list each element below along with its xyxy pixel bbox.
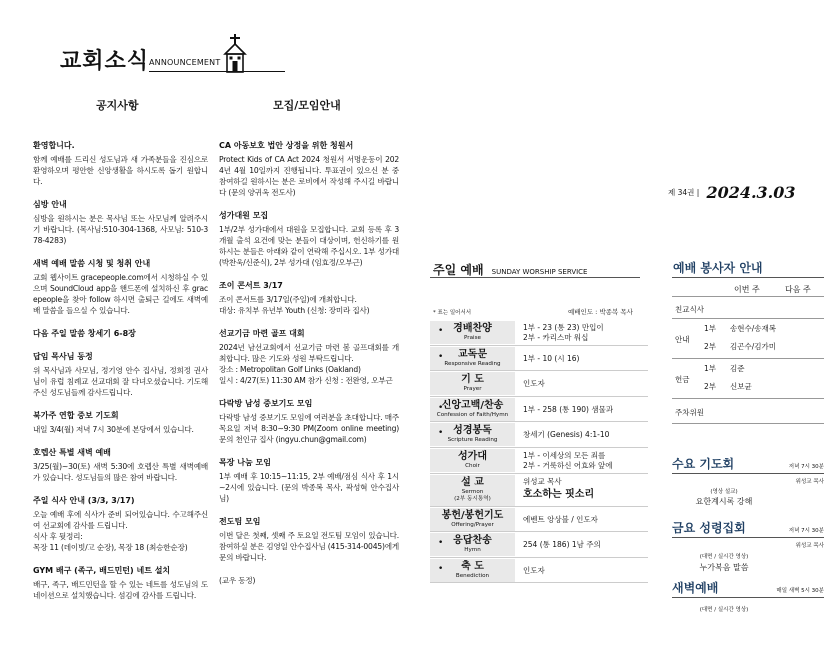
- worship-order-detail: 254 (통 186) 1남 주의: [523, 540, 601, 550]
- standing-marker: •: [438, 563, 444, 574]
- worship-order-detail: 인도자: [523, 379, 545, 389]
- worship-order-row: [430, 346, 648, 372]
- notice-title: 호렙산 특별 새벽 예배: [33, 448, 111, 457]
- wednesday-rule: [672, 473, 824, 474]
- notice-item: [219, 457, 399, 504]
- notice-title: 북가주 연합 중보 기도회: [33, 411, 119, 420]
- bulletin-date: [668, 182, 796, 202]
- worship-order-english: Prayer: [463, 386, 482, 393]
- worship-order-detail: 에벤트 앙상블 / 인도자: [523, 514, 598, 524]
- notice-title: 다음 주일 말씀 창세기 6-8장: [33, 329, 136, 338]
- worship-order-detail: 인도자: [523, 565, 545, 575]
- worship-order-row: [430, 448, 648, 474]
- worship-order-item: [430, 321, 515, 344]
- notice-item: [219, 210, 399, 268]
- worship-order-name: 경배찬양: [453, 323, 492, 334]
- worship-order-detail: 1부 - 10 (시 16): [523, 353, 580, 363]
- notice-item: [219, 398, 399, 445]
- notice-item: [33, 328, 208, 339]
- notice-body: 함께 예배를 드리신 성도님과 새 가족분들을 진심으로 환영하오며 평안한 신앙생활을 하시도록 돕기 원합니다.: [33, 155, 208, 186]
- notice-title: 환영합니다.: [33, 141, 75, 150]
- sermon-preacher: 위성교 목사: [523, 476, 562, 486]
- friday-service: [672, 519, 824, 579]
- notice-title: 전도팀 모임: [219, 517, 261, 526]
- order-of-worship: [430, 320, 648, 583]
- worship-order-row: [430, 507, 648, 533]
- worship-order-detail: 창세기 (Genesis) 4:1-10: [523, 430, 610, 440]
- notice-title: 답임 목사님 동정: [33, 352, 93, 361]
- wednesday-time: 저녁 7시 30분: [788, 464, 824, 470]
- dawn-service: [672, 579, 824, 619]
- header-rule: [149, 71, 285, 72]
- worship-order-row: [430, 397, 648, 423]
- wednesday-sermon: 요한계시록 강해: [695, 497, 753, 506]
- notice-body: 3/25(월)~30(토) 새벽 5:30에 호렙산 특별 새벽예배가 있습니다. 성도님들의 많은 참여 바랍니다.: [33, 462, 208, 482]
- worship-order-english: Benediction: [455, 572, 490, 579]
- volunteer-row: [672, 398, 824, 424]
- notice-body: 교회 웹사이트 gracepeople.com에서 시청하실 수 있으며 SoundCloud app을 핸드폰에 설치하신 후 gracepeople을 찾아 follow 하시면 출퇴근 길에도 새벽예배 말씀을 들으실 수 있습니다.: [33, 273, 208, 315]
- volume-label: 제 34권 |: [668, 188, 700, 197]
- volunteer-names: 송현수/송재복: [730, 324, 776, 333]
- worship-order-english: Scripture Reading: [447, 437, 498, 444]
- page-subtitle: ANNOUNCEMENT: [149, 58, 221, 67]
- notice-title: CA 아동보호 법안 상정을 위한 청원서: [219, 141, 354, 150]
- worship-order-row: [430, 558, 648, 584]
- worship-order-item: [430, 533, 515, 556]
- notice-body: 1부 예배 후 10:15~11:15, 2부 예배/점심 식사 후 1시~2시에 있습니다. (문의 박종복 목사, 곽성혁 안수집사님): [219, 472, 399, 503]
- volunteers-table: [672, 296, 824, 424]
- notice-body: 1부/2부 성가대에서 대원을 모집합니다. 교회 등록 후 3개월 출석 요건에 맞는 분들이 대상이며, 헌신하기를 원하시는 분들은 아래와 같이 연락해 주십시오. 1부 성가대 (박찬욱/신준식), 2부 성가대 (임효정/오부근): [219, 225, 399, 267]
- next-week-header: 다음 주: [785, 285, 811, 294]
- worship-order-detail: [523, 475, 594, 501]
- volunteer-service: 1부: [704, 364, 717, 373]
- worship-order-item: [430, 508, 515, 531]
- volunteer-row: [672, 296, 824, 318]
- volunteer-role: 친교식사: [675, 305, 704, 314]
- worship-order-english: Praise: [464, 335, 481, 341]
- notice-body: Protect Kids of CA Act 2024 청원서 서명운동이 2024년 4월 10일까지 진행됩니다. 투표권이 있으신 분 중 참여하길 원하시는 분은 로비에서 작성해 주시길 바랍니다 (문의 양귀옥 전도사): [219, 155, 399, 197]
- worship-order-name: 성가대: [458, 450, 487, 462]
- volunteer-service: 1부: [704, 324, 717, 333]
- notice-body: 오늘 예배 후에 식사가 준비 되어있습니다. 수고해주신 여 선교회에 감사를 드립니다. 식사 후 뒷정리: 목장 11 (데이빗/고 순장), 목장 18 (최승한순장): [33, 510, 208, 552]
- notice-item: [33, 565, 208, 601]
- friday-sermon: 누가복음 말씀: [699, 563, 749, 572]
- volunteer-names: 김준: [730, 364, 745, 373]
- notice-body: 위 목사님과 사모님, 정기영 안수 집사님, 정희정 권사님이 유럽 침례교 선교대회 잘 다녀오셨습니다. 기도해 주신 성도님들께 감사드립니다.: [33, 366, 208, 397]
- worship-order-item: [430, 398, 515, 421]
- worship-order-name: 교독문: [458, 348, 487, 360]
- notice-item: [33, 140, 208, 187]
- worship-order-item: [430, 449, 515, 472]
- notice-item: [33, 258, 208, 316]
- worship-order-detail: 1부 - 258 (통 190) 샘물과: [523, 404, 614, 414]
- worship-order-row: [430, 532, 648, 558]
- friday-time: 저녁 7시 30분: [788, 528, 824, 534]
- notice-body: 내일 3/4(월) 저녁 7시 30분에 본당에서 있습니다.: [33, 425, 194, 434]
- dawn-rule: [672, 597, 824, 598]
- volunteer-names: 김곤수/김가미: [730, 342, 776, 351]
- volunteer-service: 2부: [704, 382, 717, 391]
- volunteers-title: 예배 봉사자 안내: [673, 261, 763, 275]
- wednesday-note: (영상 설교): [710, 489, 738, 495]
- volunteer-role: 안내: [675, 335, 690, 344]
- dawn-time: 매일 새벽 5시 30분: [776, 588, 824, 594]
- worship-leader: 예배인도 : 박종복 목사: [568, 308, 633, 316]
- friday-note: (대면 / 실시간 영상): [699, 554, 749, 560]
- standing-note: * 표는 일어서서: [433, 310, 472, 316]
- friday-rule: [672, 537, 824, 538]
- notice-title: 선교기금 마련 골프 대회: [219, 329, 305, 338]
- notice-body: 심방을 원하시는 분은 목사님 또는 사모님께 알려주시기 바랍니다. (목사님:510-304-1368, 사모님: 510-378-4283): [33, 214, 208, 245]
- worship-subtitle: SUNDAY WORSHIP SERVICE: [491, 268, 588, 276]
- notice-body: 이번 달은 첫째, 셋째 주 토요일 전도팀 모임이 있습니다. 참여하실 분은 김영일 안수집사님 (415-314-0045)에게 문의 바랍니다.: [219, 531, 399, 562]
- page-title: 교회소식: [60, 49, 150, 74]
- worship-order-name: 기 도: [461, 374, 484, 386]
- interpretation-note: (2부 동시통역): [454, 495, 491, 502]
- wednesday-service: [672, 455, 824, 515]
- dawn-title: 새벽예배: [672, 581, 719, 595]
- notice-item: [33, 199, 208, 246]
- notice-body: (교우 동정): [219, 576, 256, 585]
- volunteer-names: 신보균: [730, 382, 752, 391]
- standing-marker: •: [438, 351, 444, 362]
- notice-item: [219, 516, 399, 563]
- worship-order-detail: 1부 - 23 (통 23) 만입이 2부 - 카리스마 워십: [523, 323, 604, 342]
- standing-marker: •: [438, 428, 444, 439]
- worship-order-item: [430, 423, 515, 446]
- notice-title: 목장 나눔 모임: [219, 458, 271, 467]
- notice-title: 새벽 예배 말씀 시청 및 청취 안내: [33, 259, 151, 268]
- worship-order-name: 응답찬송: [453, 535, 492, 547]
- notice-body: 배구, 족구, 배드민턴을 할 수 있는 네트를 성도님의 도네이션으로 설치했습니다. 섬김에 감사를 드립니다.: [33, 580, 208, 600]
- worship-order-english: Confession of Faith/Hymn: [436, 411, 509, 418]
- worship-order-english: Sermon: [461, 488, 484, 495]
- church-icon: [218, 34, 252, 74]
- notice-title: GYM 배구 (족구, 배드민턴) 네트 설치: [33, 566, 171, 575]
- notice-item: [219, 575, 399, 586]
- volunteers-rule: [672, 277, 824, 278]
- recruitment-heading: 모집/모임안내: [273, 99, 341, 112]
- notice-title: 주일 식사 안내 (3/3, 3/17): [33, 496, 135, 505]
- worship-order-row: [430, 422, 648, 448]
- worship-order-name: 축 도: [461, 560, 484, 572]
- notice-item: [33, 351, 208, 398]
- worship-order-item: [430, 347, 515, 370]
- dawn-note: (대면 / 실시간 영상): [699, 607, 749, 613]
- worship-order-name: 성경봉독: [453, 425, 492, 437]
- worship-order-row: [430, 371, 648, 397]
- worship-order-item: [430, 475, 515, 506]
- worship-title-text: 주일 예배: [433, 263, 484, 277]
- sermon-title: 호소하는 핏소리: [523, 488, 595, 500]
- worship-order-detail: 1부 - 이세상의 모든 죄를 2부 - 거룩하신 어효와 앞에: [523, 450, 613, 470]
- worship-order-item: [430, 372, 515, 395]
- friday-preacher: 위성교 목사: [795, 543, 824, 549]
- notice-body: 조이 콘서트를 3/17일(주일)에 개최합니다. 대상: 유치부 유년부 Youth (신청: 장미라 집사): [219, 295, 370, 315]
- recruitment-column: [219, 140, 399, 598]
- volunteer-role: 헌금: [675, 375, 690, 384]
- worship-order-name: 신앙고백/찬송: [441, 399, 504, 411]
- notice-item: [219, 280, 399, 316]
- notice-title: 조이 콘서트 3/17: [219, 281, 283, 290]
- notice-item: [33, 447, 208, 483]
- worship-rule: [430, 277, 640, 278]
- notice-title: 다락방 남성 중보기도 모임: [219, 399, 313, 408]
- worship-order-row: [430, 320, 648, 346]
- wednesday-title: 수요 기도회: [672, 457, 735, 471]
- notice-title: 심방 안내: [33, 200, 67, 209]
- notice-body: 다락방 남성 중보기도 모임에 여러분을 초대합니다. 매주 목요일 저녁 8:30~9:30 PM(Zoom online meeting) 문의 천인규 집사 (ingyu.chun@gmail.com): [219, 413, 399, 444]
- volunteer-row: [672, 358, 824, 398]
- notice-body: 2024년 남선교회에서 선교기금 마련 봄 골프대회를 개최합니다. 많은 기도와 성원 부탁드립니다. 장소 : Metropolitan Golf Links (Oakland) 일시 : 4/27(토) 11:30 AM 참가 신청 : 전완영, 오부근: [219, 343, 399, 385]
- notice-item: [219, 328, 399, 386]
- volunteer-row: [672, 318, 824, 358]
- worship-order-english: Hymn: [464, 547, 481, 554]
- worship-order-item: [430, 559, 515, 582]
- notice-item: [219, 140, 399, 198]
- notice-item: [33, 495, 208, 553]
- date-value: 2024.3.03: [706, 183, 796, 202]
- notice-title: 성가대원 모집: [219, 211, 269, 220]
- worship-order-name: 봉헌/봉헌기도: [441, 509, 504, 521]
- standing-marker: •: [438, 326, 444, 336]
- worship-order-english: Choir: [465, 462, 480, 469]
- volunteer-service: 2부: [704, 342, 717, 351]
- wednesday-preacher: 위성교 목사: [795, 479, 824, 485]
- notices-heading: 공지사항: [96, 99, 139, 112]
- worship-order-row: [430, 474, 648, 507]
- volunteer-role: 주차위원: [675, 408, 704, 417]
- standing-marker: •: [438, 538, 444, 549]
- notice-item: [33, 410, 208, 435]
- worship-title: [433, 259, 587, 278]
- friday-title: 금요 성령집회: [672, 521, 746, 535]
- standing-marker: •: [438, 402, 444, 413]
- worship-order-english: Offering/Prayer: [451, 521, 494, 528]
- this-week-header: 이번 주: [734, 285, 760, 294]
- worship-order-english: Responsive Reading: [444, 360, 501, 367]
- worship-order-name: 설 교: [461, 476, 484, 488]
- notices-column: [33, 140, 208, 613]
